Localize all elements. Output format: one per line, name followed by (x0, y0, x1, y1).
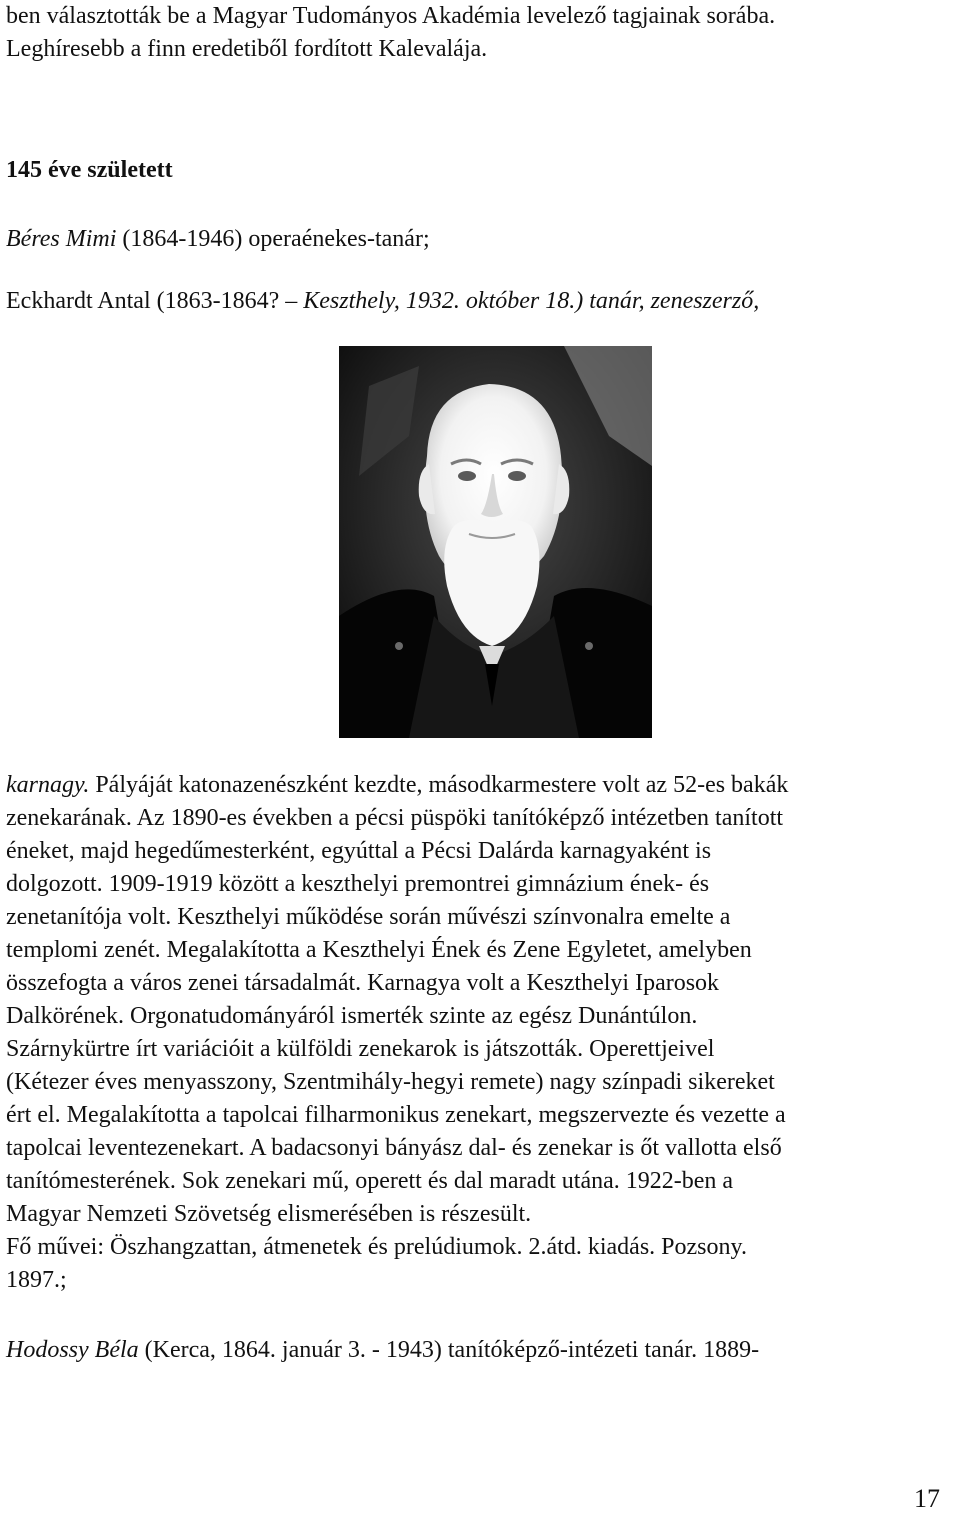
bio-line-12: tapolcai leventezenekart. A badacsonyi bányász dal- és zenekar is őt vallotta első (6, 1135, 782, 1161)
bio-line-1 (6, 769, 788, 802)
bio-line-14: Magyar Nemzeti Szövetség elismerésében is részesült. (6, 1201, 532, 1227)
bio-line-10: (Kétezer éves menyasszony, Szentmihály-hegyi remete) nagy színpadi sikereket (6, 1069, 775, 1095)
entry-hodossy (6, 1334, 759, 1367)
entry-beres-details: (1864-1946) operaénekes-tanár; (116, 226, 430, 252)
bio-line-3: éneket, majd hegedűmesterként, egyúttal a Pécsi Dalárda karnagyaként is (6, 838, 712, 864)
portrait-photo (339, 346, 652, 738)
bio-first-word: karnagy. (6, 772, 90, 798)
entry-hodossy-name: Hodossy Béla (6, 1337, 139, 1363)
bio-line-7: összefogta a város zenei társadalmát. Karnagya volt a Keszthelyi Iparosok (6, 970, 720, 996)
entry-eckhardt-name: Eckhardt Antal (6, 288, 151, 314)
page-number: 17 (914, 1484, 940, 1513)
entry-hodossy-details: (Kerca, 1864. január 3. - 1943) tanítóképző-intézeti tanár. 1889- (138, 1337, 760, 1363)
entry-eckhardt-dates: (1863-1864? (150, 288, 280, 314)
entry-eckhardt (6, 285, 759, 318)
bio-line-11: ért el. Megalakította a tapolcai filharmonikus zenekart, megszervezte és vezette a (6, 1102, 786, 1128)
document-page (6, 0, 954, 1524)
bio-line-2: zenekarának. Az 1890-es években a pécsi püspöki tanítóképző intézetben tanított (6, 805, 784, 831)
intro-line-2: Leghíresebb a finn eredetiből fordított Kalevalája. (6, 36, 488, 62)
bio-line-5: zenetanítója volt. Keszthelyi működése során művészi színvonalra emelte a (6, 904, 731, 930)
bio-line-15: Fő művei: Öszhangzattan, átmenetek és prelúdiumok. 2.átd. kiadás. Pozsony. (6, 1234, 747, 1260)
section-heading: 145 éve született (6, 157, 173, 183)
bio-line-13: tanítómesterének. Sok zenekari mű, operett és dal maradt utána. 1922-ben a (6, 1168, 734, 1194)
entry-beres (6, 223, 430, 256)
entry-eckhardt-details: – Keszthely, 1932. október 18.) tanár, zeneszerző, (279, 288, 760, 314)
bio-line-1-text: Pályáját katonazenészként kezdte, másodkarmestere volt az 52-es bakák (89, 772, 789, 798)
bio-line-16: 1897.; (6, 1267, 67, 1293)
intro-line-1: ben választották be a Magyar Tudományos Akadémia levelező tagjainak sorába. (6, 3, 776, 29)
bio-line-4: dolgozott. 1909-1919 között a keszthelyi premontrei gimnázium ének- és (6, 871, 710, 897)
bio-line-9: Szárnykürtre írt variációit a külföldi zenekarok is játszották. Operettjeivel (6, 1036, 715, 1062)
bio-line-6: templomi zenét. Megalakította a Keszthelyi Ének és Zene Egyletet, amelyben (6, 937, 752, 963)
bio-line-8: Dalkörének. Orgonatudományáról ismerték szinte az egész Dunántúlon. (6, 1003, 698, 1029)
entry-beres-name: Béres Mimi (6, 226, 117, 252)
